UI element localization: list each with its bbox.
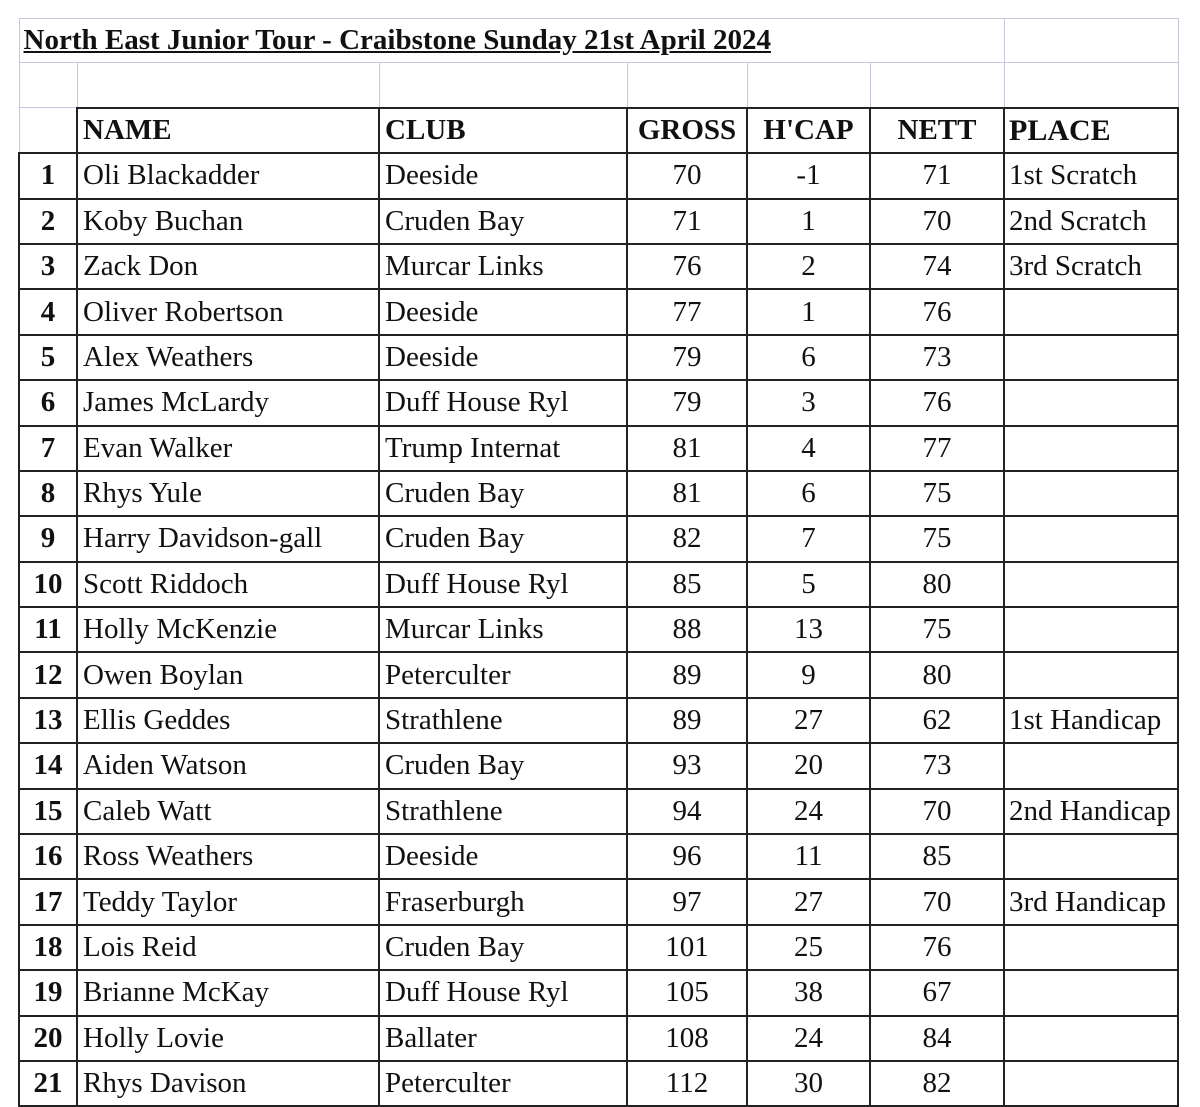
position-cell: 15 (19, 789, 77, 834)
name-cell: Oli Blackadder (77, 153, 379, 198)
nett-cell: 84 (870, 1016, 1004, 1061)
table-row (19, 743, 1178, 788)
club-cell: Cruden Bay (379, 743, 627, 788)
position-cell: 10 (19, 562, 77, 607)
hcap-cell: 38 (747, 970, 870, 1015)
place-cell (1004, 607, 1178, 652)
name-cell: Oliver Robertson (77, 289, 379, 334)
position-cell: 11 (19, 607, 77, 652)
table-row (19, 925, 1178, 970)
hcap-cell: 11 (747, 834, 870, 879)
club-cell: Cruden Bay (379, 516, 627, 561)
hcap-cell: 30 (747, 1061, 870, 1106)
position-cell: 4 (19, 289, 77, 334)
place-cell: 2nd Scratch (1004, 199, 1178, 244)
nett-cell: 77 (870, 426, 1004, 471)
name-cell: Owen Boylan (77, 652, 379, 697)
club-cell: Deeside (379, 834, 627, 879)
place-cell (1004, 426, 1178, 471)
table-row (19, 426, 1178, 471)
header-row (19, 108, 1178, 153)
table-row (19, 834, 1178, 879)
table-row (19, 516, 1178, 561)
results-table (18, 18, 1179, 1107)
club-cell: Strathlene (379, 698, 627, 743)
table-row (19, 1061, 1178, 1106)
place-cell (1004, 1016, 1178, 1061)
hcap-cell: 24 (747, 1016, 870, 1061)
place-cell (1004, 471, 1178, 516)
club-cell: Peterculter (379, 652, 627, 697)
gross-cell: 81 (627, 426, 747, 471)
club-cell: Cruden Bay (379, 199, 627, 244)
hcap-cell: 6 (747, 335, 870, 380)
club-cell: Duff House Ryl (379, 562, 627, 607)
gross-cell: 88 (627, 607, 747, 652)
gross-cell: 79 (627, 380, 747, 425)
position-cell: 3 (19, 244, 77, 289)
position-cell: 19 (19, 970, 77, 1015)
gross-cell: 89 (627, 698, 747, 743)
name-cell: Aiden Watson (77, 743, 379, 788)
nett-cell: 73 (870, 335, 1004, 380)
hcap-cell: 6 (747, 471, 870, 516)
hcap-cell: 7 (747, 516, 870, 561)
gross-cell: 79 (627, 335, 747, 380)
empty-cell (1004, 19, 1178, 63)
place-cell (1004, 925, 1178, 970)
name-cell: Harry Davidson-gall (77, 516, 379, 561)
name-cell: Teddy Taylor (77, 879, 379, 924)
gross-cell: 89 (627, 652, 747, 697)
club-cell: Duff House Ryl (379, 970, 627, 1015)
hcap-cell: 4 (747, 426, 870, 471)
header-position (19, 108, 77, 153)
gross-cell: 94 (627, 789, 747, 834)
hcap-cell: 27 (747, 698, 870, 743)
place-cell: 1st Scratch (1004, 153, 1178, 198)
table-row (19, 199, 1178, 244)
club-cell: Duff House Ryl (379, 380, 627, 425)
name-cell: Ellis Geddes (77, 698, 379, 743)
gross-cell: 93 (627, 743, 747, 788)
nett-cell: 75 (870, 607, 1004, 652)
header-place: PLACE (1004, 108, 1178, 153)
name-cell: Holly Lovie (77, 1016, 379, 1061)
club-cell: Murcar Links (379, 607, 627, 652)
name-cell: Scott Riddoch (77, 562, 379, 607)
gross-cell: 105 (627, 970, 747, 1015)
place-cell: 3rd Scratch (1004, 244, 1178, 289)
place-cell: 1st Handicap (1004, 698, 1178, 743)
nett-cell: 80 (870, 652, 1004, 697)
gross-cell: 77 (627, 289, 747, 334)
nett-cell: 76 (870, 289, 1004, 334)
gross-cell: 76 (627, 244, 747, 289)
nett-cell: 71 (870, 153, 1004, 198)
club-cell: Trump Internat (379, 426, 627, 471)
page-title: North East Junior Tour - Craibstone Sunday 21st April 2024 (19, 19, 1004, 63)
place-cell (1004, 289, 1178, 334)
results-sheet (18, 18, 1178, 1100)
hcap-cell: 20 (747, 743, 870, 788)
position-cell: 18 (19, 925, 77, 970)
table-row (19, 380, 1178, 425)
table-row (19, 1016, 1178, 1061)
club-cell: Peterculter (379, 1061, 627, 1106)
header-nett: NETT (870, 108, 1004, 153)
position-cell: 16 (19, 834, 77, 879)
hcap-cell: 27 (747, 879, 870, 924)
club-cell: Deeside (379, 153, 627, 198)
gross-cell: 96 (627, 834, 747, 879)
place-cell (1004, 834, 1178, 879)
position-cell: 14 (19, 743, 77, 788)
place-cell (1004, 970, 1178, 1015)
position-cell: 21 (19, 1061, 77, 1106)
gross-cell: 112 (627, 1061, 747, 1106)
hcap-cell: -1 (747, 153, 870, 198)
place-cell: 2nd Handicap (1004, 789, 1178, 834)
name-cell: Lois Reid (77, 925, 379, 970)
nett-cell: 70 (870, 199, 1004, 244)
hcap-cell: 1 (747, 199, 870, 244)
hcap-cell: 24 (747, 789, 870, 834)
name-cell: Rhys Davison (77, 1061, 379, 1106)
place-cell (1004, 743, 1178, 788)
position-cell: 9 (19, 516, 77, 561)
position-cell: 1 (19, 153, 77, 198)
hcap-cell: 25 (747, 925, 870, 970)
position-cell: 5 (19, 335, 77, 380)
table-row (19, 607, 1178, 652)
nett-cell: 70 (870, 879, 1004, 924)
hcap-cell: 1 (747, 289, 870, 334)
place-cell (1004, 335, 1178, 380)
nett-cell: 85 (870, 834, 1004, 879)
club-cell: Deeside (379, 335, 627, 380)
table-row (19, 789, 1178, 834)
gross-cell: 82 (627, 516, 747, 561)
header-club: CLUB (379, 108, 627, 153)
gross-cell: 108 (627, 1016, 747, 1061)
name-cell: Brianne McKay (77, 970, 379, 1015)
place-cell (1004, 380, 1178, 425)
place-cell (1004, 516, 1178, 561)
hcap-cell: 2 (747, 244, 870, 289)
nett-cell: 73 (870, 743, 1004, 788)
nett-cell: 76 (870, 380, 1004, 425)
table-row (19, 244, 1178, 289)
name-cell: Caleb Watt (77, 789, 379, 834)
name-cell: Zack Don (77, 244, 379, 289)
nett-cell: 67 (870, 970, 1004, 1015)
nett-cell: 75 (870, 516, 1004, 561)
name-cell: James McLardy (77, 380, 379, 425)
club-cell: Ballater (379, 1016, 627, 1061)
place-cell (1004, 1061, 1178, 1106)
position-cell: 7 (19, 426, 77, 471)
hcap-cell: 5 (747, 562, 870, 607)
gross-cell: 85 (627, 562, 747, 607)
table-row (19, 970, 1178, 1015)
position-cell: 2 (19, 199, 77, 244)
club-cell: Strathlene (379, 789, 627, 834)
table-row (19, 335, 1178, 380)
table-row (19, 652, 1178, 697)
nett-cell: 76 (870, 925, 1004, 970)
gross-cell: 71 (627, 199, 747, 244)
header-name: NAME (77, 108, 379, 153)
table-row (19, 698, 1178, 743)
name-cell: Alex Weathers (77, 335, 379, 380)
position-cell: 17 (19, 879, 77, 924)
table-row (19, 562, 1178, 607)
place-cell: 3rd Handicap (1004, 879, 1178, 924)
nett-cell: 80 (870, 562, 1004, 607)
position-cell: 20 (19, 1016, 77, 1061)
name-cell: Holly McKenzie (77, 607, 379, 652)
hcap-cell: 13 (747, 607, 870, 652)
place-cell (1004, 652, 1178, 697)
gross-cell: 97 (627, 879, 747, 924)
name-cell: Ross Weathers (77, 834, 379, 879)
nett-cell: 75 (870, 471, 1004, 516)
position-cell: 8 (19, 471, 77, 516)
gross-cell: 70 (627, 153, 747, 198)
header-hcap: H'CAP (747, 108, 870, 153)
position-cell: 13 (19, 698, 77, 743)
nett-cell: 74 (870, 244, 1004, 289)
position-cell: 6 (19, 380, 77, 425)
place-cell (1004, 562, 1178, 607)
name-cell: Rhys Yule (77, 471, 379, 516)
gross-cell: 101 (627, 925, 747, 970)
nett-cell: 62 (870, 698, 1004, 743)
club-cell: Murcar Links (379, 244, 627, 289)
hcap-cell: 9 (747, 652, 870, 697)
table-row (19, 153, 1178, 198)
nett-cell: 82 (870, 1061, 1004, 1106)
name-cell: Evan Walker (77, 426, 379, 471)
hcap-cell: 3 (747, 380, 870, 425)
title-row (19, 19, 1178, 63)
table-row (19, 879, 1178, 924)
club-cell: Cruden Bay (379, 925, 627, 970)
table-row (19, 471, 1178, 516)
header-gross: GROSS (627, 108, 747, 153)
table-row (19, 289, 1178, 334)
nett-cell: 70 (870, 789, 1004, 834)
club-cell: Fraserburgh (379, 879, 627, 924)
name-cell: Koby Buchan (77, 199, 379, 244)
club-cell: Cruden Bay (379, 471, 627, 516)
club-cell: Deeside (379, 289, 627, 334)
spacer-row (19, 63, 1178, 108)
gross-cell: 81 (627, 471, 747, 516)
position-cell: 12 (19, 652, 77, 697)
